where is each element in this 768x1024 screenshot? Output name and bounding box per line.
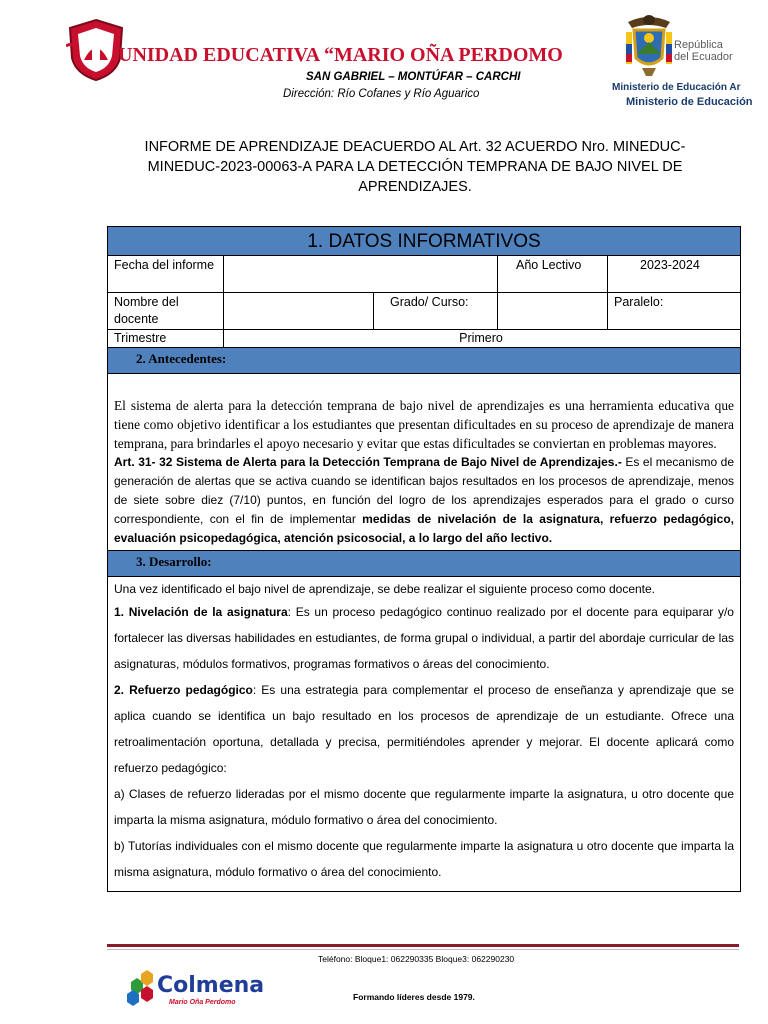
- desarrollo-heading: 3. Desarrollo:: [108, 551, 740, 577]
- docente-row: [108, 293, 740, 330]
- colmena-logo: [123, 960, 263, 1012]
- report-table: [107, 226, 741, 892]
- ministry-logo-block: [612, 14, 768, 114]
- footer-divider: [107, 944, 739, 947]
- fecha-row: [108, 256, 740, 293]
- paralelo-label: Paralelo:: [614, 295, 664, 309]
- report-title: INFORME DE APRENDIZAJE DEACUERDO AL Art. 32 ACUERDO Nro. MINEDUC-MINEDUC-2023-00063-A PARA LA DETECCIÓN TEMPRANA DE BAJO NIVEL DE APRENDIZAJES.: [144, 139, 686, 195]
- docente-field[interactable]: [224, 293, 374, 329]
- footer-lema: Formando líderes desde 1979.: [353, 992, 475, 1002]
- trimestre-value: Primero: [459, 331, 503, 345]
- grado-field[interactable]: [498, 293, 608, 329]
- art-31-32-paragraph: Art. 31- 32 Sistema de Alerta para la Detección Temprana de Bajo Nivel de Aprendizajes.- Es el mecanismo de generación de alertas que se activa cuando se identifican bajos resultados en los procesos de aprendizaje, menos de siete sobre diez (7/10) puntos, en función del logro de los aprendizajes esperados para el grado o curso correspondiente, con el fin de implementar medidas de nivelación de la asignatura, refuerzo pedagógico, evaluación psicopedagógica, atención psicosocial, a lo largo del año lectivo.: [114, 455, 734, 545]
- trimestre-label: Trimestre: [108, 330, 224, 347]
- ministerio-label-1: Ministerio de Educación Ar: [612, 82, 741, 93]
- nivelacion-paragraph: 1. Nivelación de la asignatura: Es un proceso pedagógico continuo realizado por el docente para equiparar y/o fortalecer las diversas habilidades en estudiantes, de forma grupal o individual, a partir del abordaje curricular de las asignaturas, módulos formativos, programas formativos o áreas del conocimiento.: [114, 605, 734, 671]
- fecha-label: Fecha del informe: [108, 256, 224, 292]
- colmena-wordmark: Colmena: [157, 973, 263, 998]
- coat-of-arms-icon: [622, 14, 676, 78]
- anio-lectivo-label: Año Lectivo: [498, 256, 608, 292]
- antecedentes-body: [108, 374, 740, 551]
- antecedentes-heading: 2. Antecedentes:: [108, 348, 740, 374]
- item-b: b) Tutorías individuales con el mismo docente que regularmente imparte la asignatura u otro docente que imparta la misma asignatura, módulo formativo o área del conocimiento.: [114, 839, 734, 879]
- republica-label: República del Ecuador: [674, 39, 733, 63]
- datos-informativos-heading: 1. DATOS INFORMATIVOS: [108, 227, 740, 256]
- item-a: a) Clases de refuerzo lideradas por el mismo docente que regularmente imparte la asignatura, u otro docente que imparta la misma asignatura, módulo formativo o área del conocimiento.: [114, 787, 734, 827]
- school-logo: [66, 18, 126, 82]
- trimestre-row: [108, 330, 740, 348]
- desarrollo-intro: Una vez identificado el bajo nivel de aprendizaje, se debe realizar el siguiente proceso como docente.: [114, 582, 656, 596]
- school-address: Dirección: Río Cofanes y Río Aguarico: [283, 88, 480, 100]
- antecedentes-paragraph: El sistema de alerta para la detección temprana de bajo nivel de aprendizajes es una herramienta educativa que tiene como objetivo identificar a los estudiantes que presentan dificultades en su proceso de aprendizaje de manera temprana, para brindarles el apoyo necesario y evitar que estas dificultades se conviertan en problemas mayores.: [114, 398, 734, 451]
- footer-divider-thin: [107, 949, 739, 950]
- colmena-subtitle: Mario Oña Perdomo: [169, 999, 236, 1006]
- grado-label: Grado/ Curso:: [374, 293, 498, 329]
- footer-telefono: Teléfono: Bloque1: 062290335 Bloque3: 062290230: [318, 954, 515, 964]
- desarrollo-body: [108, 577, 740, 891]
- school-name: UNIDAD EDUCATIVA “MARIO OÑA PERDOMO: [118, 44, 563, 66]
- anio-lectivo-value: 2023-2024: [640, 258, 700, 272]
- school-city: SAN GABRIEL – MONTÚFAR – CARCHI: [306, 71, 521, 83]
- fecha-field[interactable]: [224, 256, 498, 292]
- docente-label: Nombre del docente: [108, 293, 224, 329]
- refuerzo-paragraph: 2. Refuerzo pedagógico: Es una estrategia para complementar el proceso de enseñanza y aprendizaje que se aplica cuando se identifica un bajo resultado en los procesos de aprendizaje de un estudiante. Ofrece una retroalimentación oportuna, detallada y precisa, permitiéndoles aprender y mejorar. El docente aplicará como refuerzo pedagógico:: [114, 683, 734, 775]
- ministerio-label-2: Ministerio de Educación: [626, 96, 753, 108]
